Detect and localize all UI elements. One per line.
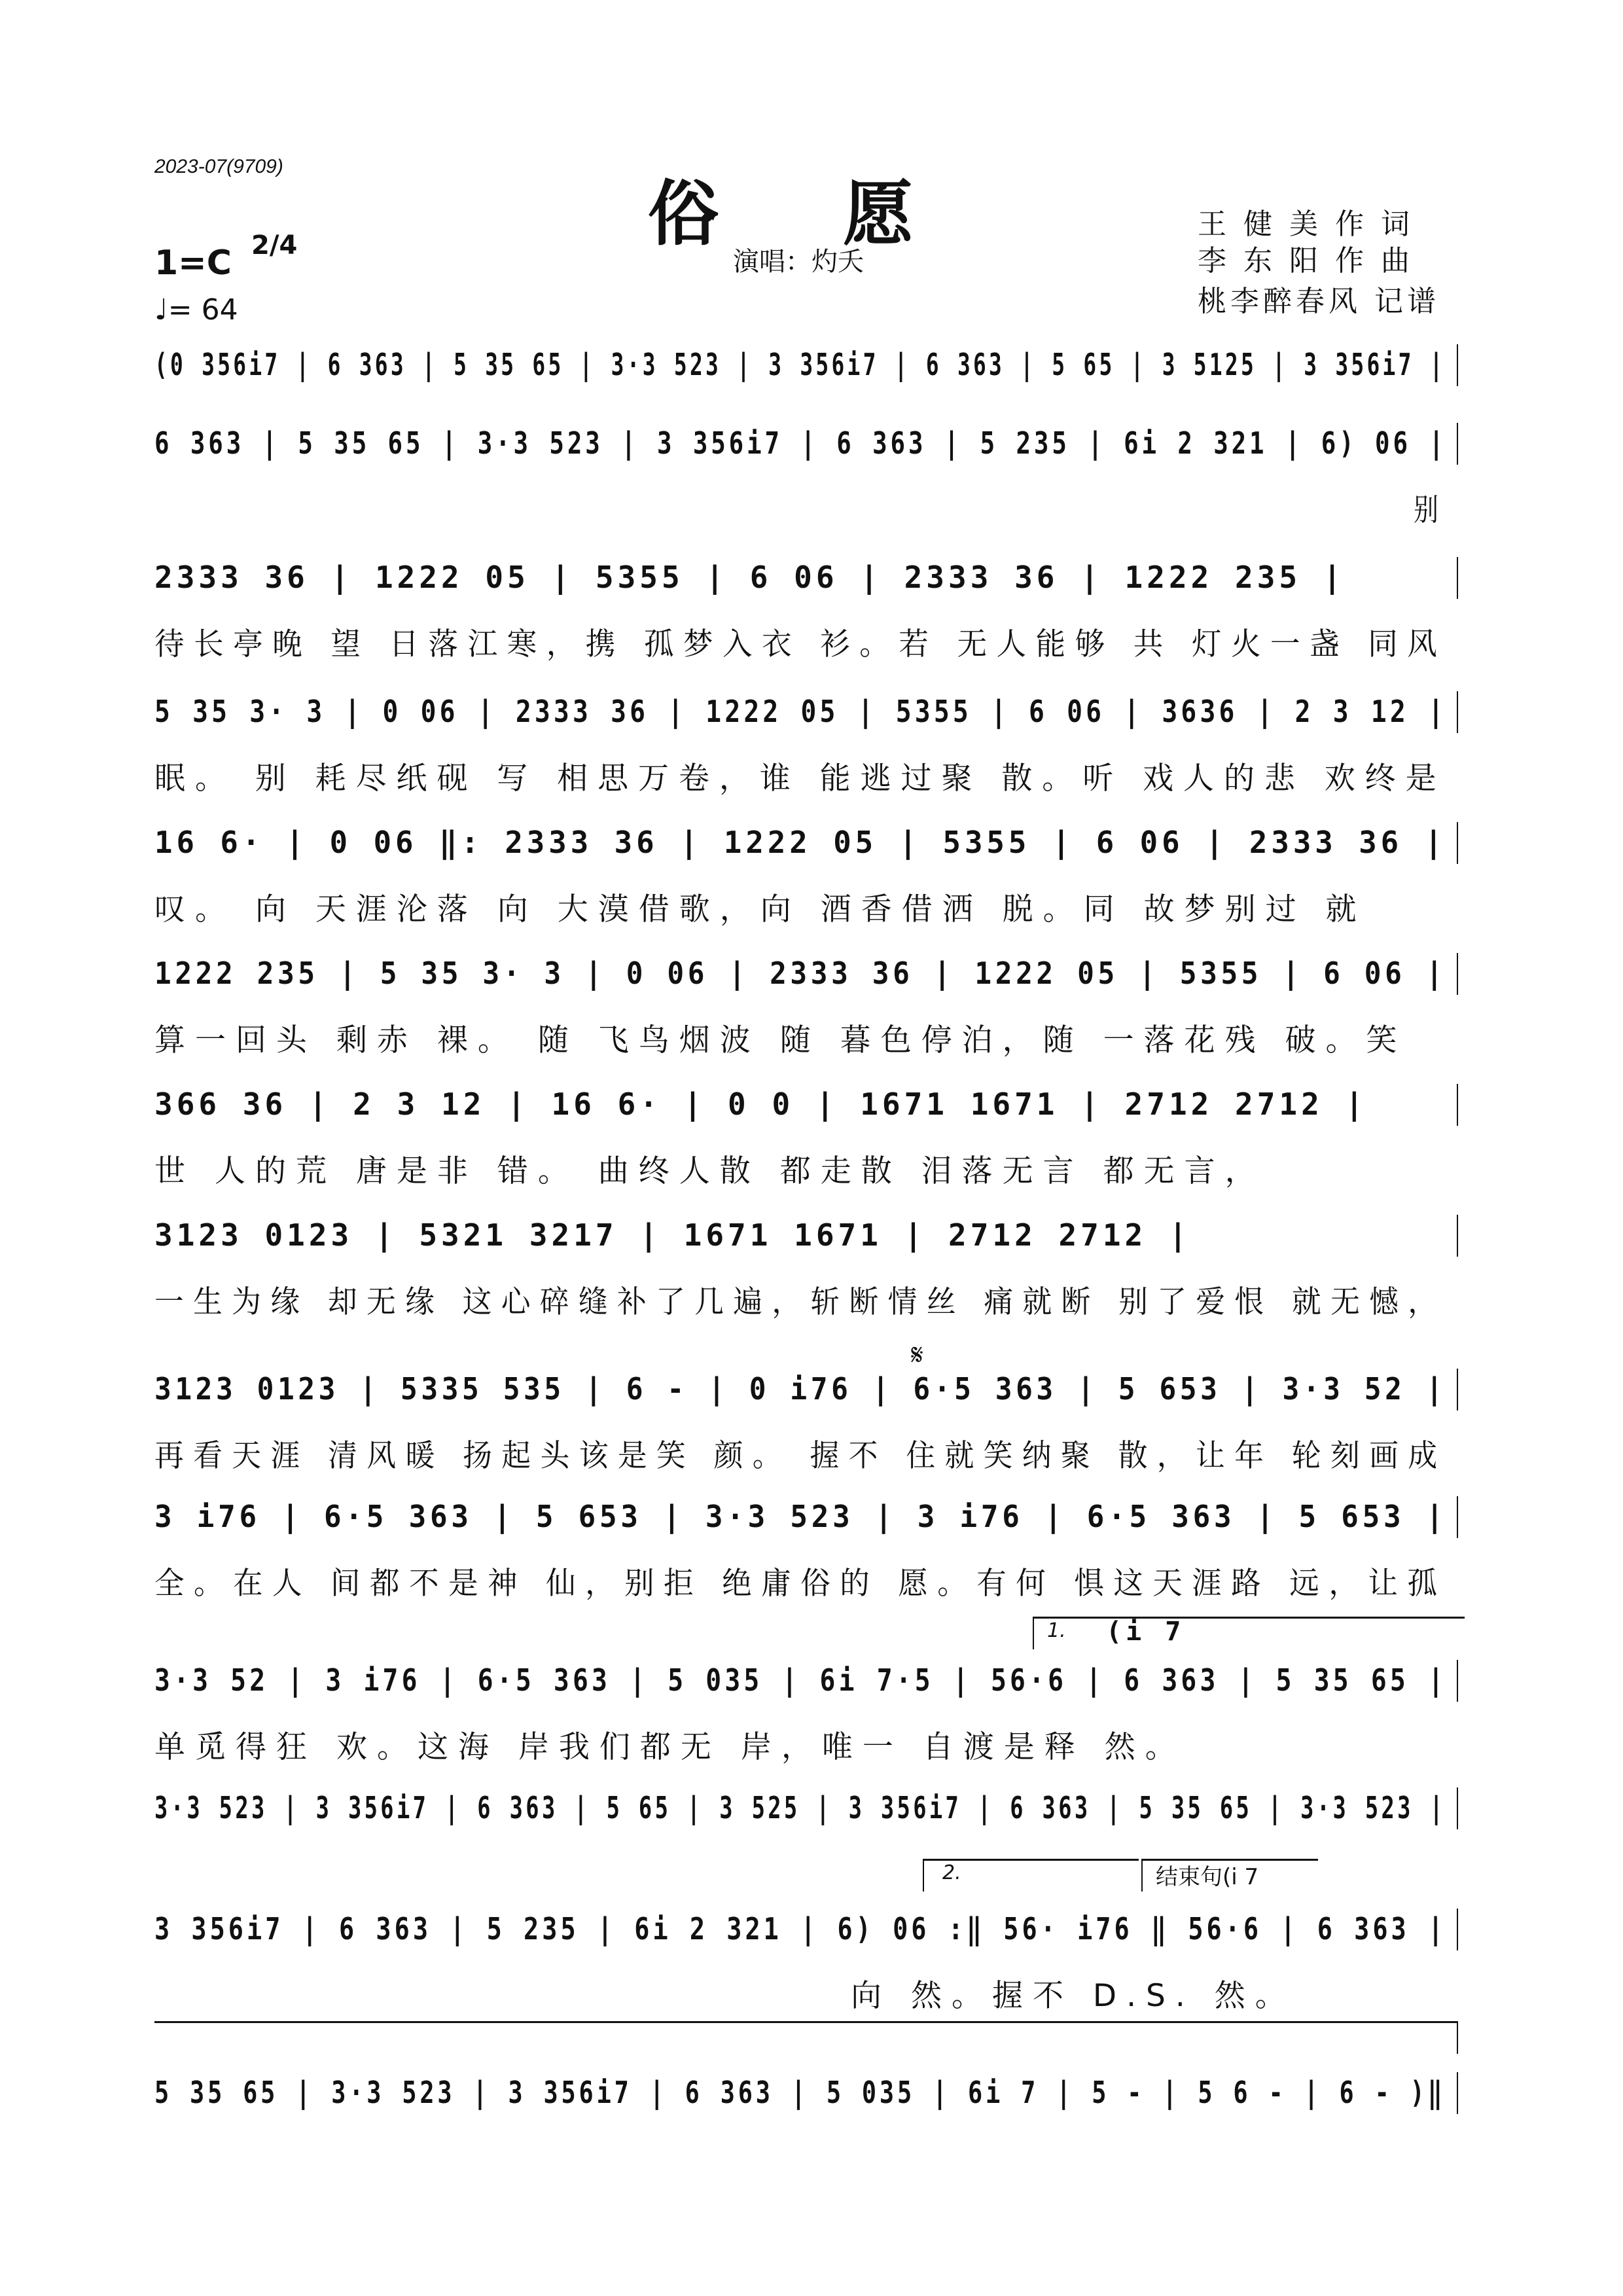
staff-row: 3·3 52 | 3 i76 | 6·5 363 | 5 035 | 6i 7·5 | 56·6 | 6 363 | 5 35 65 | [154, 1662, 1448, 1698]
key-signature: 1=C [154, 243, 232, 283]
staff-row: 6 363 | 5 35 65 | 3·3 523 | 3 356i7 | 6 363 | 5 235 | 6i 2 321 | 6) 06 | [154, 425, 1447, 461]
staff-end-barline [1457, 1660, 1458, 1702]
composer-credit: 李东阳作曲 [1198, 244, 1427, 278]
lyricist-credit: 王健美作词 [1198, 207, 1427, 241]
final-bracket [154, 2021, 1458, 2023]
staff-row: 3123 0123 | 5321 3217 | 1671 1671 | 2712 2712 | [154, 1217, 1191, 1253]
catalog-number: 2023-07(9709) [154, 156, 283, 177]
lyric-line: 一生为缘 却无缘 这心碎缝补了几遍，斩断情丝 痛就断 别了爱恨 就无憾， [154, 1284, 1447, 1320]
lyric-line: 世 人的荒 唐是非 错。 曲终人散 都走散 泪落无言 都无言， [154, 1153, 1266, 1189]
lyric-line: 叹。 向 天涯沦落 向 大漠借歌，向 酒香借洒 脱。同 故梦别过 就 [154, 891, 1366, 927]
staff-row: (0 356i7 | 6 363 | 5 35 65 | 3·3 523 | 3 356i7 | 6 363 | 5 65 | 3 5125 | 3 356i7 | [154, 347, 1446, 382]
lyric-line: 单觅得狂 欢。这海 岸我们都无 岸，唯一 自渡是释 然。 [154, 1729, 1186, 1765]
staff-row: 3123 0123 | 5335 535 | 6 - | 0 i76 | 6·5 363 | 5 653 | 3·3 52 | [154, 1371, 1447, 1407]
volta-1-pickup: (i 7 [1106, 1617, 1185, 1647]
staff-end-barline [1457, 822, 1458, 864]
volta-bracket-2-left [923, 1859, 924, 1892]
time-signature: 2/4 [251, 230, 298, 260]
staff-end-barline [1457, 1909, 1458, 1950]
segno-icon: 𝄋 [911, 1339, 923, 1371]
staff-end-barline [1457, 691, 1458, 733]
lyric-line: 全。在人 间都不是神 仙，别拒 绝庸俗的 愿。有何 惧这天涯路 远，让孤 [154, 1566, 1447, 1602]
singer-credit: 演唱：灼夭 [733, 247, 864, 277]
staff-end-barline [1457, 953, 1458, 995]
staff-end-barline [1457, 344, 1458, 386]
volta-bracket-1-left [1033, 1617, 1034, 1649]
lyric-line: 向 然。握不 D.S. 然。 [851, 1978, 1296, 2014]
staff-row: 1222 235 | 5 35 3· 3 | 0 06 | 2333 36 | 1222 05 | 5355 | 6 06 | [154, 956, 1447, 991]
staff-end-barline [1457, 1496, 1458, 1538]
staff-row: 3 i76 | 6·5 363 | 5 653 | 3·3 523 | 3 i76 | 6·5 363 | 5 653 | [154, 1499, 1448, 1534]
staff-row: 16 6· | 0 06 ‖: 2333 36 | 1222 05 | 5355 | 6 06 | 2333 36 | [154, 825, 1447, 860]
lyric-line: 待长亭晚 望 日落江寒，携 孤梦入衣 衫。若 无人能够 共 灯火一盏 同风 [154, 626, 1447, 662]
staff-row: 2333 36 | 1222 05 | 5355 | 6 06 | 2333 36 | 1222 235 | [154, 560, 1346, 595]
volta-bracket-2 [923, 1859, 1139, 1861]
staff-row: 366 36 | 2 3 12 | 16 6· | 0 0 | 1671 1671 | 2712 2712 | [154, 1086, 1368, 1122]
volta-1-label: 1. [1047, 1619, 1066, 1642]
staff-end-barline [1457, 1369, 1458, 1410]
staff-row: 5 35 3· 3 | 0 06 | 2333 36 | 1222 05 | 5355 | 6 06 | 3636 | 2 3 12 | [154, 694, 1448, 729]
staff-end-barline [1457, 2072, 1458, 2114]
lyric-line: 算一回头 剩赤 裸。 随 飞鸟烟波 随 暮色停泊，随 一落花残 破。笑 [154, 1022, 1407, 1058]
lyric-line: 眠。 别 耗尽纸砚 写 相思万卷，谁 能逃过聚 散。听 戏人的悲 欢终是 [154, 761, 1446, 797]
staff-end-barline [1457, 1215, 1458, 1257]
staff-end-barline [1457, 557, 1458, 599]
lyric-line: 再看天涯 清风暖 扬起头该是笑 颜。 握不 住就笑纳聚 散，让年 轮刻画成 [154, 1438, 1447, 1474]
staff-end-barline [1457, 1787, 1458, 1829]
volta-bracket-1 [1033, 1617, 1465, 1619]
staff-row: 3·3 523 | 3 356i7 | 6 363 | 5 65 | 3 525 | 3 356i7 | 6 363 | 5 35 65 | 3·3 523 | [154, 1790, 1446, 1825]
coda-label: 结束句(i 7 [1156, 1864, 1259, 1890]
coda-bracket-left [1141, 1859, 1143, 1892]
song-title: 俗愿 [648, 173, 1039, 255]
lyric-line: 别 [1414, 492, 1446, 528]
tempo-marking: ♩= 64 [154, 293, 238, 327]
volta-2-label: 2. [942, 1861, 961, 1884]
final-bracket-right [1457, 2021, 1458, 2054]
staff-end-barline [1457, 1084, 1458, 1126]
transcriber-credit: 桃李醉春风 记谱 [1198, 285, 1440, 318]
staff-row: 5 35 65 | 3·3 523 | 3 356i7 | 6 363 | 5 035 | 6i 7 | 5 - | 5 6 - | 6 - )‖ [154, 2075, 1446, 2110]
staff-row: 3 356i7 | 6 363 | 5 235 | 6i 2 321 | 6) 06 :‖ 56· i76 ‖ 56·6 | 6 363 | [154, 1911, 1447, 1946]
staff-end-barline [1457, 423, 1458, 465]
